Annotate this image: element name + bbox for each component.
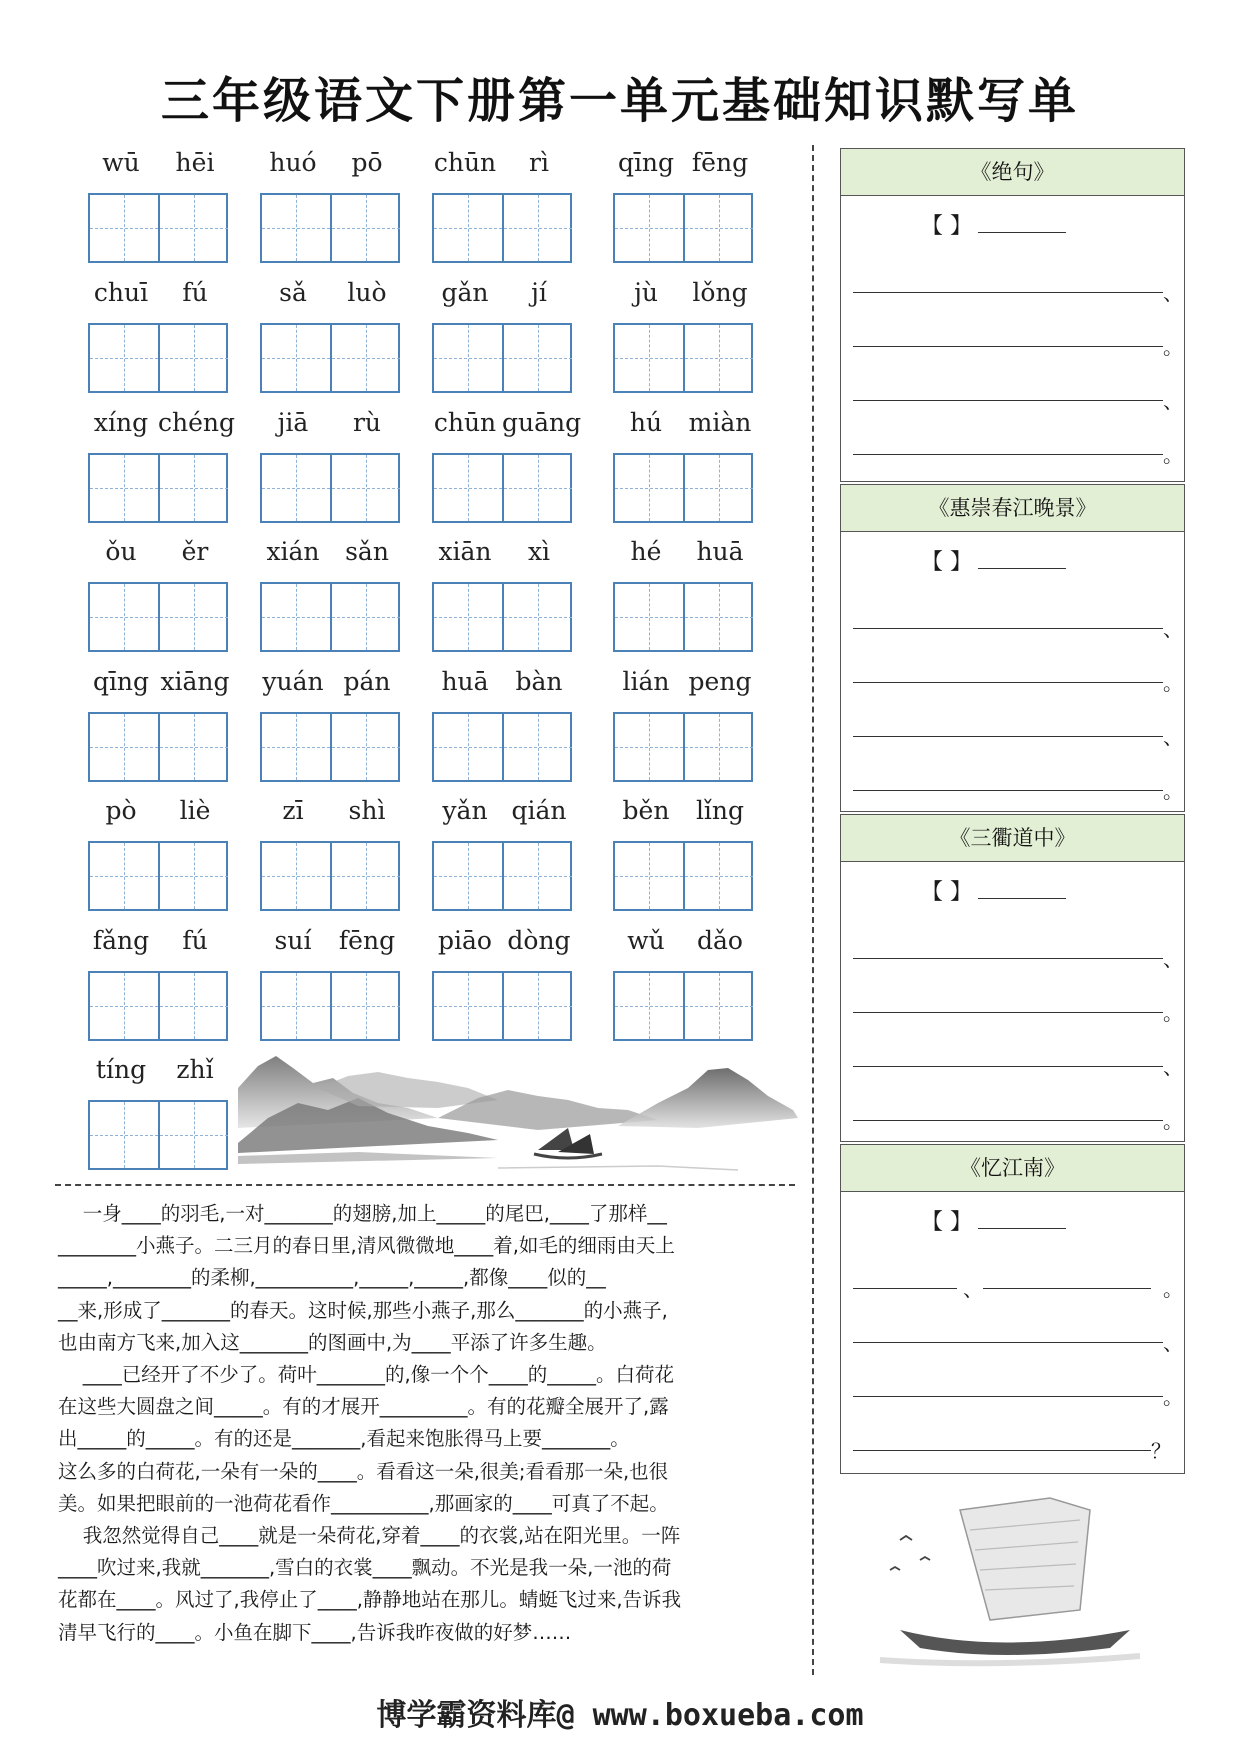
writing-cell[interactable] [160, 455, 228, 521]
passage-line: 这么多的白荷花,一朵有一朵的____。看看这一朵,很美;看看那一朵,也很 [58, 1459, 669, 1483]
writing-cell[interactable] [685, 455, 753, 521]
answer-line[interactable] [853, 399, 1163, 401]
tianzige-grid [432, 971, 572, 1041]
tianzige-grid [432, 841, 572, 911]
pinyin-syllable: chūn [433, 408, 497, 437]
pinyin-syllable: hé [630, 537, 662, 566]
pinyin-word [256, 278, 404, 428]
passage-line: 美。如果把眼前的一池荷花看作__________,那画家的____可真了不起。 [58, 1491, 669, 1515]
writing-cell[interactable] [434, 584, 504, 650]
pinyin-word [428, 667, 576, 817]
writing-cell[interactable] [504, 714, 572, 780]
tianzige-grid [613, 453, 753, 523]
pinyin-syllable: sǎ [279, 278, 307, 307]
passage-line: 在这些大圆盘之间_____。有的才展开_________。有的花瓣全展开了,露 [58, 1395, 669, 1419]
answer-line[interactable] [853, 627, 1163, 629]
writing-cell[interactable] [332, 714, 400, 780]
poem-title: 《忆江南》 [841, 1145, 1184, 1192]
pinyin-syllable: lǒng [692, 278, 748, 307]
sailboat-illustration [840, 1490, 1170, 1670]
answer-line[interactable] [853, 1449, 1151, 1451]
writing-cell[interactable] [434, 843, 504, 909]
pinyin-syllable: chéng [158, 408, 236, 437]
poem-title: 《惠崇春江晚景》 [841, 485, 1184, 532]
pinyin-word [84, 667, 232, 817]
author-field: 【 】 [921, 875, 1066, 906]
pinyin-syllable: rì [529, 148, 549, 177]
pinyin-syllable: peng [688, 667, 752, 696]
writing-cell[interactable] [90, 1102, 160, 1168]
pinyin-syllable: qīng [617, 148, 675, 177]
poem-box-yijiangnan: 《忆江南》 【 】 、 。 、 。 ？ [840, 1144, 1185, 1474]
passage-line: 花都在____。风过了,我停止了____,静静地站在那儿。蜻蜓飞过来,告诉我 [58, 1588, 682, 1612]
poem-title: 《绝句》 [841, 149, 1184, 196]
passage-line: 出_____的_____。有的还是_______,看起来饱胀得马上要_______。 [58, 1427, 630, 1451]
passage-line: 我忽然觉得自己____就是一朵荷花,穿着____的衣裳,站在阳光里。一阵 [58, 1524, 681, 1548]
pinyin-syllable: fú [182, 926, 208, 955]
answer-line[interactable] [853, 453, 1163, 455]
passage-line: ________小燕子。二三月的春日里,清风微微地____着,如毛的细雨由天上 [58, 1234, 675, 1258]
pinyin-word [609, 667, 757, 817]
pinyin-syllable: luò [347, 278, 387, 307]
writing-cell[interactable] [504, 843, 572, 909]
passage-line: __来,形成了_______的春天。这时候,那些小燕子,那么_______的小燕子, [58, 1298, 668, 1322]
writing-cell[interactable] [434, 455, 504, 521]
tianzige-grid [260, 193, 400, 263]
pinyin-syllable: hú [629, 408, 663, 437]
pinyin-syllable: běn [622, 796, 670, 825]
pinyin-syllable: pò [105, 796, 137, 825]
pinyin-word [84, 1055, 232, 1205]
writing-cell[interactable] [332, 584, 400, 650]
writing-cell[interactable] [90, 195, 160, 261]
pinyin-syllable: xíng [93, 408, 149, 437]
answer-line[interactable] [853, 789, 1163, 791]
pinyin-syllable: hēi [175, 148, 215, 177]
pinyin-syllable: gǎn [441, 278, 489, 307]
pinyin-syllable: fǎng [92, 926, 150, 955]
poem-box-sanqu: 《三衢道中》 【 】 、 。 、 。 [840, 814, 1185, 1142]
pinyin-word [609, 278, 757, 428]
writing-cell[interactable] [615, 455, 685, 521]
writing-cell[interactable] [685, 843, 753, 909]
tianzige-grid [88, 971, 228, 1041]
writing-cell[interactable] [332, 455, 400, 521]
pinyin-syllable: qīng [92, 667, 150, 696]
tianzige-grid [88, 323, 228, 393]
pinyin-word [84, 408, 236, 558]
tianzige-grid [432, 453, 572, 523]
tianzige-grid [613, 712, 753, 782]
writing-cell[interactable] [160, 584, 228, 650]
pinyin-syllable: miàn [688, 408, 752, 437]
writing-cell[interactable] [332, 843, 400, 909]
tianzige-grid [88, 453, 228, 523]
poem-box-jueju: 《绝句》 【 】 、 。 、 。 [840, 148, 1185, 482]
pinyin-syllable: fú [182, 278, 208, 307]
pinyin-word [256, 796, 404, 946]
writing-cell[interactable] [90, 843, 160, 909]
pinyin-word [256, 148, 404, 298]
writing-cell[interactable] [434, 714, 504, 780]
writing-cell[interactable] [615, 195, 685, 261]
pinyin-word [84, 278, 232, 428]
tianzige-grid [432, 712, 572, 782]
writing-cell[interactable] [262, 973, 332, 1039]
pinyin-word [428, 408, 582, 558]
writing-cell[interactable] [504, 973, 572, 1039]
author-field: 【 】 [921, 545, 1066, 576]
writing-cell[interactable] [434, 195, 504, 261]
landscape-illustration [238, 1048, 798, 1186]
pinyin-syllable: shì [348, 796, 386, 825]
writing-cell[interactable] [685, 714, 753, 780]
writing-cell[interactable] [615, 584, 685, 650]
writing-cell[interactable] [615, 843, 685, 909]
pinyin-syllable: fēng [338, 926, 396, 955]
answer-line[interactable] [853, 681, 1163, 683]
pinyin-syllable: lǐng [695, 796, 745, 825]
pinyin-word [84, 926, 232, 1076]
answer-line[interactable] [853, 1287, 957, 1289]
pinyin-syllable: jí [531, 278, 547, 307]
tianzige-grid [88, 841, 228, 911]
writing-cell[interactable] [685, 584, 753, 650]
writing-cell[interactable] [160, 325, 228, 391]
writing-cell[interactable] [504, 195, 572, 261]
poem-title: 《三衢道中》 [841, 815, 1184, 862]
pinyin-syllable: piāo [438, 926, 492, 955]
answer-line[interactable] [853, 345, 1163, 347]
writing-cell[interactable] [160, 843, 228, 909]
answer-line[interactable] [853, 1119, 1163, 1121]
writing-cell[interactable] [434, 325, 504, 391]
writing-cell[interactable] [685, 973, 753, 1039]
pinyin-syllable: xián [266, 537, 320, 566]
tianzige-grid [613, 323, 753, 393]
tianzige-grid [432, 582, 572, 652]
writing-cell[interactable] [615, 714, 685, 780]
pinyin-syllable: suí [274, 926, 312, 955]
tianzige-grid [88, 582, 228, 652]
writing-cell[interactable] [434, 973, 504, 1039]
pinyin-syllable: tíng [95, 1055, 147, 1084]
writing-cell[interactable] [504, 584, 572, 650]
writing-cell[interactable] [615, 973, 685, 1039]
pinyin-syllable: ǒu [105, 537, 137, 566]
pinyin-word [609, 537, 757, 687]
pinyin-syllable: chuī [93, 278, 149, 307]
passage-line: ____吹过来,我就_______,雪白的衣裳____飘动。不光是我一朵,一池的荷 [58, 1556, 672, 1580]
writing-cell[interactable] [685, 195, 753, 261]
pinyin-syllable: lián [622, 667, 670, 696]
writing-cell[interactable] [160, 195, 228, 261]
writing-cell[interactable] [685, 325, 753, 391]
pinyin-syllable: wū [102, 148, 140, 177]
pinyin-syllable: chūn [433, 148, 497, 177]
pinyin-word [256, 667, 404, 817]
pinyin-syllable: guāng [502, 408, 582, 437]
passage-line: 清早飞行的____。小鱼在脚下____,告诉我昨夜做的好梦…… [58, 1620, 572, 1644]
answer-line[interactable] [853, 957, 1163, 959]
page-title: 三年级语文下册第一单元基础知识默写单 [160, 73, 1079, 129]
tianzige-grid [613, 841, 753, 911]
pinyin-syllable: bàn [515, 667, 563, 696]
passage-line: ____已经开了不少了。荷叶_______的,像一个个____的_____。白荷花 [58, 1363, 674, 1387]
pinyin-syllable: huā [696, 537, 744, 566]
pinyin-syllable: xì [527, 537, 551, 566]
pinyin-syllable: ěr [181, 537, 209, 566]
pinyin-word [428, 537, 576, 687]
writing-cell[interactable] [504, 455, 572, 521]
writing-cell[interactable] [332, 195, 400, 261]
pinyin-syllable: pán [343, 667, 391, 696]
tianzige-grid [260, 841, 400, 911]
writing-cell[interactable] [332, 325, 400, 391]
tianzige-grid [260, 582, 400, 652]
passage-line: 也由南方飞来,加入这_______的图画中,为____平添了许多生趣。 [58, 1330, 607, 1354]
pinyin-word [609, 796, 757, 946]
pinyin-syllable: huó [269, 148, 317, 177]
author-field: 【 】 [921, 209, 1066, 240]
writing-cell[interactable] [90, 973, 160, 1039]
writing-cell[interactable] [262, 843, 332, 909]
answer-line[interactable] [853, 1065, 1163, 1067]
pinyin-syllable: huā [441, 667, 489, 696]
answer-line[interactable] [853, 291, 1163, 293]
answer-line[interactable] [853, 1395, 1163, 1397]
writing-cell[interactable] [160, 1102, 228, 1168]
pinyin-syllable: wǔ [627, 926, 665, 955]
pinyin-word [428, 148, 576, 298]
answer-line[interactable] [853, 1011, 1163, 1013]
pinyin-word [428, 796, 576, 946]
cloze-passage [58, 1198, 793, 1649]
pinyin-syllable: fēng [691, 148, 749, 177]
pinyin-syllable: xiāng [160, 667, 230, 696]
writing-cell[interactable] [262, 325, 332, 391]
pinyin-syllable: qián [511, 796, 567, 825]
writing-cell[interactable] [90, 714, 160, 780]
tianzige-grid [88, 712, 228, 782]
writing-cell[interactable] [90, 325, 160, 391]
writing-cell[interactable] [160, 973, 228, 1039]
pinyin-word [609, 408, 757, 558]
writing-cell[interactable] [90, 455, 160, 521]
pinyin-syllable: rù [352, 408, 382, 437]
pinyin-word [609, 148, 757, 298]
tianzige-grid [260, 971, 400, 1041]
pinyin-syllable: liè [179, 796, 211, 825]
poem-box-huichong: 《惠崇春江晚景》 【 】 、 。 、 。 [840, 484, 1185, 812]
pinyin-syllable: dòng [507, 926, 571, 955]
tianzige-grid [260, 323, 400, 393]
tianzige-grid [260, 453, 400, 523]
tianzige-grid [88, 193, 228, 263]
pinyin-syllable: jiā [277, 408, 309, 437]
tianzige-grid [613, 582, 753, 652]
pinyin-syllable: xiān [438, 537, 492, 566]
tianzige-grid [613, 971, 753, 1041]
pinyin-syllable: dǎo [697, 926, 743, 955]
tianzige-grid [260, 712, 400, 782]
pinyin-word [256, 408, 404, 558]
writing-cell[interactable] [262, 195, 332, 261]
pinyin-syllable: zī [282, 796, 304, 825]
passage-line: _____,________的柔柳,__________,_____,_____,都像____似的__ [58, 1266, 606, 1290]
tianzige-grid [432, 323, 572, 393]
writing-cell[interactable] [504, 325, 572, 391]
pinyin-syllable: yǎn [442, 796, 488, 825]
writing-cell[interactable] [262, 584, 332, 650]
pinyin-word [84, 537, 232, 687]
footer-watermark: 博学霸资料库@ www.boxueba.com [376, 1698, 864, 1733]
pinyin-word [84, 148, 232, 298]
pinyin-syllable: pō [351, 148, 383, 177]
tianzige-grid [432, 193, 572, 263]
pinyin-word [84, 796, 232, 946]
vertical-divider [812, 145, 814, 1675]
answer-line[interactable] [983, 1287, 1151, 1289]
pinyin-syllable: zhǐ [176, 1055, 214, 1084]
answer-line[interactable] [853, 1341, 1163, 1343]
answer-line[interactable] [853, 735, 1163, 737]
pinyin-word [428, 278, 576, 428]
pinyin-syllable: sǎn [345, 537, 389, 566]
writing-cell[interactable] [160, 714, 228, 780]
tianzige-grid [613, 193, 753, 263]
author-field: 【 】 [921, 1205, 1066, 1236]
writing-cell[interactable] [615, 325, 685, 391]
tianzige-grid [88, 1100, 228, 1170]
pinyin-word [256, 537, 404, 687]
writing-cell[interactable] [90, 584, 160, 650]
writing-cell[interactable] [262, 455, 332, 521]
passage-line: 一身____的羽毛,一对_______的翅膀,加上_____的尾巴,____了那样__ [58, 1202, 667, 1225]
pinyin-syllable: jù [634, 278, 658, 307]
writing-cell[interactable] [262, 714, 332, 780]
pinyin-syllable: yuán [262, 667, 324, 696]
writing-cell[interactable] [332, 973, 400, 1039]
